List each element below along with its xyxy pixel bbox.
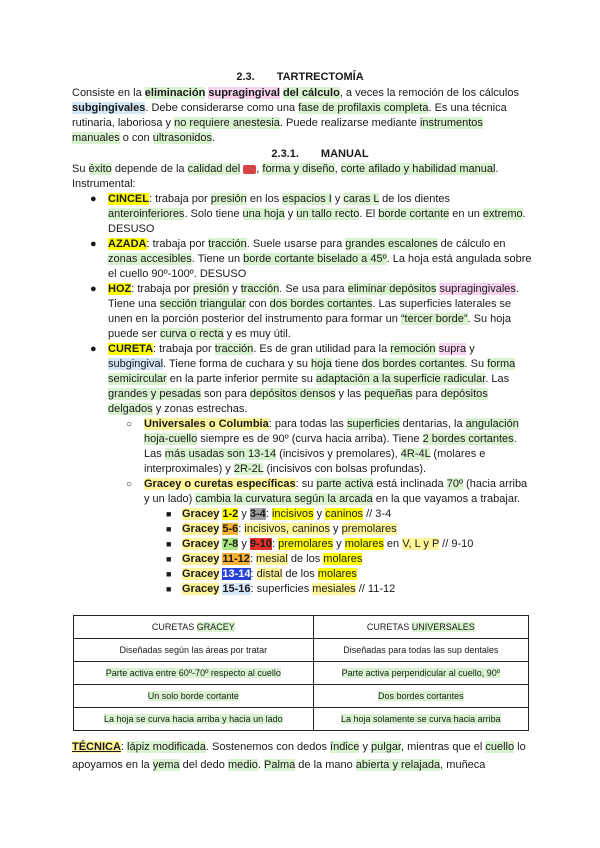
- comparison-table: [73, 615, 529, 731]
- gracey-item: ■ Gracey 13-14: distal de los molares: [166, 568, 357, 580]
- list-item-gracey: ○ Gracey o curetas específicas: su parte activa está inclinada 70º (hacia arriba y un lado) cambia la curvatura según la arcada en la que vayamos a trabajar. ■ Gracey 1-2 y 3-4: incisivos y caninos // 3-4 ■ Gracey 5-6: incisivos, caninos y premolares ■ Gracey 7-8 y 9-10: premolares y molares en V, L y P // 9-10 ■ Gracey 11-12: mesial de los molares ■ Gracey 13-14: distal de los molares ■ Gracey 15-16: superficies mesiales // 11-12: [72, 477, 532, 597]
- table-row: Un solo borde cortante Dos bordes cortantes: [74, 685, 529, 708]
- gracey-item: ■ Gracey 11-12: mesial de los molares: [166, 553, 363, 565]
- list-item-azada: ● AZADA: trabaja por tracción. Suele usarse para grandes escalones de cálculo en zonas accesibles. Tiene un borde cortante biselado a 45º. La hoja está angulada sobre el cuello 90º-100º. DESUSO: [90, 238, 532, 280]
- list-item-hoz: ● HOZ: trabaja por presión y tracción. Se usa para eliminar depósitos supragingivales. Tiene una sección triangular con dos bordes cortantes. Las superficies laterales se unen en la porción posterior del instrumento para formar un “tercer borde”. Su hoja puede ser curva o recta y es muy útil.: [90, 283, 519, 340]
- list-item-cincel: ● CINCEL: trabaja por presión en los espacios I y caras L de los dientes anteroinferiores. Solo tiene una hoja y un tallo recto. El borde cortante en un extremo. DESUSO: [90, 193, 526, 235]
- section-title: [0, 71, 600, 83]
- table-row: Parte activa entre 60º-70º respecto al cuello Parte activa perpendicular al cuello, 90º: [74, 662, 529, 685]
- table-header-universales: CURETAS UNIVERSALES: [313, 616, 528, 639]
- table-row: Diseñadas según las áreas por tratar Diseñadas para todas las sup dentales: [74, 639, 529, 662]
- list-item-cureta: ● CURETA: trabaja por tracción. Es de gran utilidad para la remoción supra y subgingival. Tiene forma de cuchara y su hoja tiene dos bordes cortantes. Su forma semicircular en la parte inferior permite su adaptación a la superficie radicular. Las grandes y pesadas son para depósitos densos y las pequeñas para depósitos delgados y zonas estrechas. ○ Universales o Columbia: para todas las superficies dentarias, la angulación hoja-cuello siempre es de 90º (curva hacia arriba). Tiene 2 bordes cortantes. Las más usadas son 13-14 (incisivos y premolares), 4R-4L (molares e interproximales) y 2R-2L (incisivos con bolsas profundas). ○ Gracey o curetas específicas: su parte activa está inclinada 70º (hacia arriba y un lado) cambia la curvatura según la arcada en la que vayamos a trabajar. ■ Gracey 1-2 y 3-4: incisivos y caninos // 3-4 ■ Gracey 5-6: incisivos, caninos y premolares ■ Gracey 7-8 y 9-10: premolares y molares en V, L y P // 9-10 ■ Gracey 11-12: mesial de los molares ■ Gracey 13-14: distal de los molares ■ Gracey 15-16: superficies mesiales // 11-12: [72, 342, 532, 597]
- gracey-item: ■ Gracey 1-2 y 3-4: incisivos y caninos // 3-4: [166, 508, 392, 520]
- list-item-universales: ○ Universales o Columbia: para todas las superficies dentarias, la angulación hoja-cuello siempre es de 90º (curva hacia arriba). Tiene 2 bordes cortantes. Las más usadas son 13-14 (incisivos y premolares), 4R-4L (molares e interproximales) y 2R-2L (incisivos con bolsas profundas).: [126, 418, 519, 475]
- subsection-title: 2.3.1. MANUAL: [271, 148, 369, 160]
- gracey-item: ■ Gracey 5-6: incisivos, caninos y premolares: [166, 523, 397, 535]
- tecnica-paragraph: TÉCNICA: lápiz modificada. Sostenemos con dedos índice y pulgar, mientras que el cuello lo apoyamos en la yema del dedo medio. Palma de la mano abierta y relajada, muñeca: [72, 741, 526, 771]
- table-header-row: [74, 616, 529, 639]
- gracey-item: ■ Gracey 7-8 y 9-10: premolares y molares en V, L y P // 9-10: [166, 538, 474, 550]
- intro-paragraph: Consiste en la eliminación supragingival del cálculo, a veces la remoción de los cálculos subgingivales. Debe considerarse como una fase de profilaxis completa. Es una técnica rutinaria, laboriosa y no requiere anestesia. Puede realizarse mediante instrumentos manuales o con ultrasonidos.: [72, 87, 519, 144]
- instrument-list: [72, 192, 532, 597]
- gracey-list: [72, 507, 532, 597]
- section-title-text: TARTRECTOMÍA: [276, 71, 364, 83]
- image-placeholder-icon: [243, 165, 256, 174]
- table-row: La hoja se curva hacia arriba y hacia un lado La hoja solamente se curva hacia arriba: [74, 708, 529, 731]
- section-number: 2.3.: [236, 71, 255, 83]
- table-header-gracey: CURETAS GRACEY: [74, 616, 314, 639]
- gracey-item: ■ Gracey 15-16: superficies mesiales // 11-12: [166, 583, 396, 595]
- manual-intro: Su éxito depende de la calidad del , forma y diseño, corte afilado y habilidad manual. Instrumental:: [72, 163, 499, 190]
- cureta-types: [108, 417, 532, 597]
